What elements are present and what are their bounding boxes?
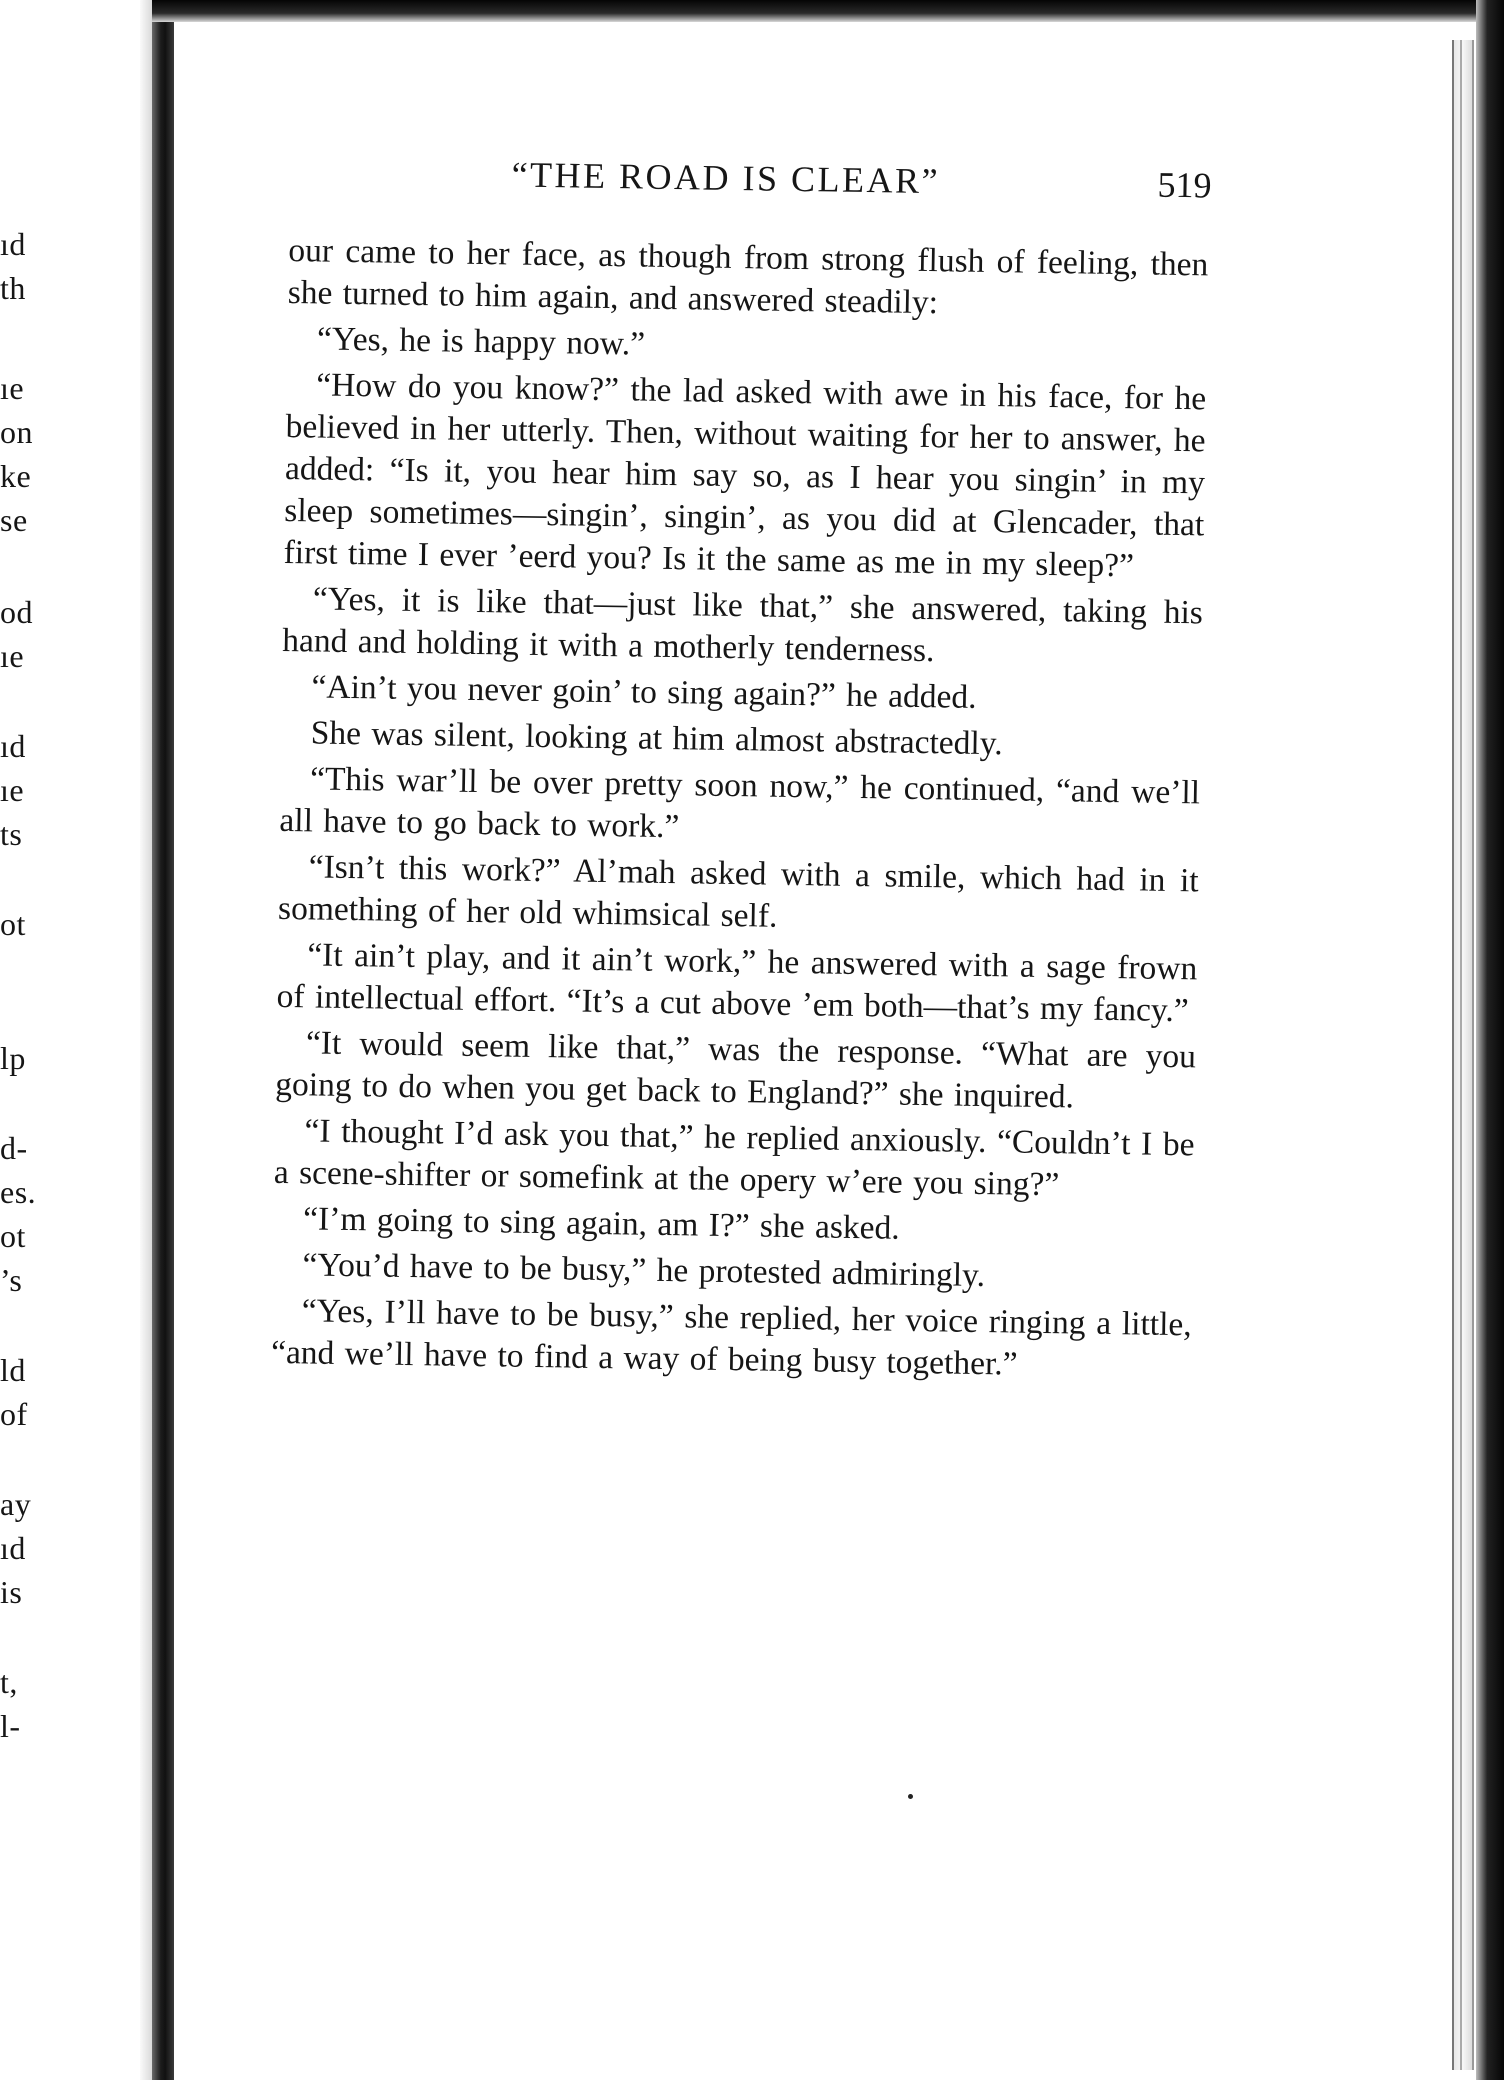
left-page-fragment: es. [0, 1174, 37, 1210]
paragraph: “Ain’t you never goin’ to sing again?” he added. [311, 668, 977, 716]
right-shadow [1476, 0, 1504, 2080]
left-page-fragment: is [0, 1574, 23, 1610]
left-page-fragment: ıd [0, 1530, 26, 1566]
top-shadow [152, 0, 1504, 22]
paragraph: “You’d have to be busy,” he protested admiringly. [302, 1246, 986, 1295]
left-page-fragment: ld [0, 1352, 26, 1388]
left-page-fragment: od [0, 594, 33, 630]
page-number: 519 [1157, 164, 1212, 206]
left-page-fragment: lp [0, 1040, 26, 1076]
left-page-fragment: of [0, 1396, 28, 1432]
left-page-fragment: on [0, 414, 33, 450]
left-page-fragment: ıe [0, 638, 25, 674]
paragraph: She was silent, looking at him almost abstractedly. [310, 714, 1004, 763]
ink-speck [908, 1794, 913, 1799]
left-page-fragments [0, 0, 138, 2080]
left-page-fragment: l- [0, 1708, 21, 1744]
paragraph: “It would seem like that,” was the response. “What are you going to do when you get back to England?” she inquired. [275, 1024, 1197, 1116]
left-page-fragment: ot [0, 1218, 26, 1254]
paragraph: our came to her face, as though from strong flush of feeling, then she turned to him again, and answered steadily: [287, 231, 1209, 322]
paragraph: “How do you know?” the lad asked with awe in his face, for he believed in her utterly. Then, without waiting for her to answer, he added: “Is it, you hear him say so, as I hear you singin’ in my sleep sometimes—singin’, singin’, as you did at Glencader, that first time I ever ’eerd you? Is it the same as me in my sleep?” [283, 366, 1207, 585]
left-page-fragment: th [0, 270, 26, 306]
paragraph: “It ain’t play, and it ain’t work,” he answered with a sage frown of intellectual effort. “It’s a cut above ’em both—that’s my fancy.” [276, 936, 1198, 1030]
body-text [271, 230, 1209, 1388]
left-page-fragment: ts [0, 816, 23, 852]
left-page-fragment: ıd [0, 728, 26, 764]
paragraph: “This war’ll be over pretty soon now,” he continued, “and we’ll all have to go back to work.” [279, 760, 1201, 846]
left-page-fragment: ıe [0, 370, 25, 406]
paragraph: “Yes, I’ll have to be busy,” she replied, her voice ringing a little, “and we’ll have to find a way of being busy together.” [270, 1292, 1192, 1383]
right-page [271, 150, 1210, 1392]
paragraph: “Isn’t this work?” Al’mah asked with a smile, which had in it something of her old whimsical self. [277, 848, 1199, 935]
left-page-fragment: ıd [0, 226, 26, 262]
paragraph: “Yes, it is like that—just like that,” she answered, taking his hand and holding it with a motherly tenderness. [282, 580, 1204, 670]
left-page-fragment: t, [0, 1664, 18, 1700]
left-page-fragment: ot [0, 906, 26, 942]
paragraph: “I thought I’d ask you that,” he replied anxiously. “Couldn’t I be a scene-shifter or somefink at the opery w’ere you sing?” [273, 1112, 1195, 1204]
paragraph: “Yes, he is happy now.” [316, 320, 646, 363]
left-page-fragment: ke [0, 458, 32, 494]
page-stack-edge [1452, 40, 1474, 2070]
book-gutter [152, 0, 174, 2080]
left-page-fragment: d- [0, 1130, 28, 1166]
left-page-fragment: ’s [0, 1262, 23, 1298]
running-head [289, 150, 1210, 226]
paragraph: “I’m going to sing again, am I?” she asked. [302, 1200, 900, 1247]
chapter-title: “THE ROAD IS CLEAR” [511, 154, 941, 202]
left-page-fragment: se [0, 502, 28, 538]
left-page-fragment: ay [0, 1486, 32, 1522]
left-page-fragment: ıe [0, 772, 25, 808]
